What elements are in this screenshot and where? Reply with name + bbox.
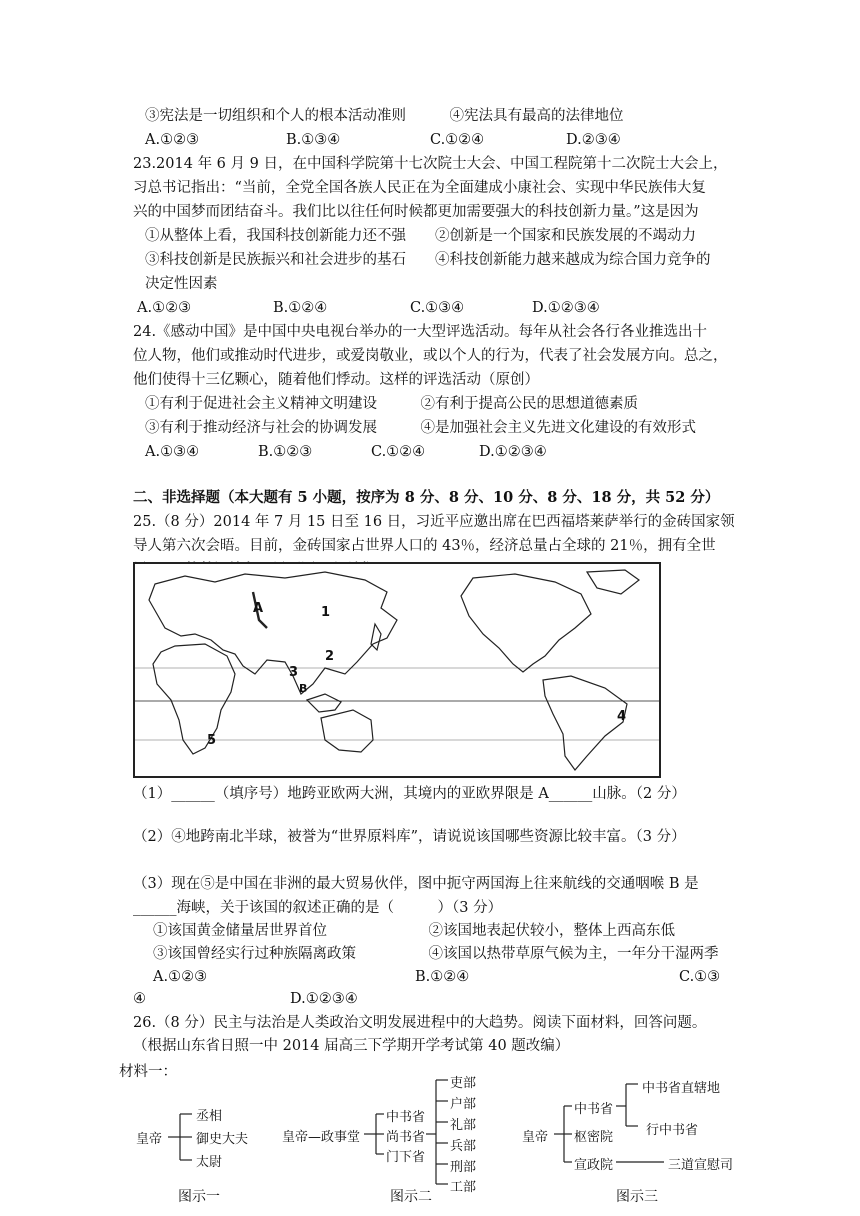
diagram-three-caption: 图示三 <box>616 1189 658 1205</box>
diagram-two-item: 吏部 <box>450 1076 477 1091</box>
q22-option-a: A.①②③ <box>145 132 200 148</box>
map-greenland <box>587 570 639 594</box>
diagram-three-sub: 中书省直辖地 <box>642 1081 721 1096</box>
world-map <box>133 562 661 778</box>
q24-option-a: A.①③④ <box>145 444 200 460</box>
diagram-one-item: 丞相 <box>196 1109 223 1124</box>
diagram-two-item: 礼部 <box>450 1118 477 1133</box>
q25-sub1: （1）______（填序号）地跨亚欧两大洲，其境内的亚欧界限是 A______山脉。（2 分） <box>133 786 686 802</box>
q22-option-b: B.①③④ <box>286 132 341 148</box>
section-heading: 二、非选择题（本大题有 5 小题，按序为 8 分、8 分、10 分、8 分、18 分，共 52 分） <box>133 489 720 506</box>
diagram-three-root: 皇帝 <box>522 1130 549 1145</box>
q25-option-d: D.①②③④ <box>290 991 358 1007</box>
diagram-one-root: 皇帝 <box>136 1132 163 1147</box>
diagram-three-mid: 中书省 <box>574 1102 614 1117</box>
diagram-three-mid: 枢密院 <box>574 1130 614 1145</box>
q23-items-34: ③科技创新是民族振兴和社会进步的基石 ④科技创新能力越来越成为综合国力竞争的 <box>145 252 711 268</box>
q24-option-c: C.①②④ <box>371 444 426 460</box>
diagram-two-item: 户部 <box>450 1097 477 1112</box>
q23-option-a: A.①②③ <box>137 300 192 316</box>
q24-items-12: ①有利于促进社会主义精神文明建设 ②有利于提高公民的思想道德素质 <box>145 396 638 412</box>
q25-sub3-items-12: ①该国黄金储量居世界首位 ②该国地表起伏较小，整体上西高东低 <box>153 923 675 939</box>
q24-line1: 24.《感动中国》是中国中央电视台举办的一大型评选活动。每年从社会各行各业推选出十 <box>133 324 708 340</box>
diagram-two-mid: 中书省 <box>386 1110 426 1125</box>
diagram-two-item: 刑部 <box>450 1160 477 1175</box>
q25-option-c-cont: ④ <box>133 991 146 1007</box>
q23-option-d: D.①②③④ <box>532 300 600 316</box>
diagram-one-item: 御史大夫 <box>196 1132 249 1147</box>
q25-sub2: （2）④地跨南北半球，被誉为“世界原料库”，请说说该国哪些资源比较丰富。（3 分） <box>133 829 686 845</box>
map-label-b: B <box>299 682 308 695</box>
map-label-a: A <box>253 601 264 616</box>
map-label-4: 4 <box>617 709 627 724</box>
q23-items-cont: 决定性因素 <box>145 276 218 292</box>
q23-option-c: C.①③④ <box>410 300 465 316</box>
q26-line2: （根据山东省日照一中 2014 届高三下学期开学考试第 40 题改编） <box>133 1038 570 1054</box>
diagram-two-root: 皇帝—政事堂 <box>282 1130 361 1145</box>
q23-option-b: B.①②④ <box>273 300 328 316</box>
q24-items-34: ③有利于推动经济与社会的协调发展 ④是加强社会主义先进文化建设的有效形式 <box>145 420 696 436</box>
diagram-three-sub: 行中书省 <box>646 1123 699 1138</box>
map-south-america <box>543 676 627 770</box>
map-japan <box>371 624 381 650</box>
q22-items: ③宪法是一切组织和个人的根本活动准则 ④宪法具有最高的法律地位 <box>145 108 624 124</box>
map-eurasia <box>149 572 397 694</box>
q24-option-b: B.①②③ <box>258 444 313 460</box>
q25-line1: 25.（8 分）2014 年 7 月 15 日至 16 日，习近平应邀出席在巴西福塔莱萨举行的金砖国家领 <box>133 514 735 530</box>
q23-line1: 23.2014 年 6 月 9 日，在中国科学院第十七次院士大会、中国工程院第十二次院士大会上， <box>133 156 728 172</box>
q25-line2: 导人第六次会晤。目前，金砖国家占世界人口的 43％，经济总量占全球的 21％，拥有全世 <box>133 538 716 554</box>
world-map-svg <box>135 564 659 776</box>
diagram-one-caption: 图示一 <box>178 1189 220 1205</box>
diagram-three-mid: 宣政院 <box>574 1158 614 1173</box>
map-label-2: 2 <box>325 649 335 664</box>
diagram-two-mid: 尚书省 <box>386 1130 426 1145</box>
diagram-three-sub: 三道宣慰司 <box>668 1158 734 1173</box>
map-islands <box>307 694 341 712</box>
q23-line3: 兴的中国梦而团结奋斗。我们比以往任何时候都更加需要强大的科技创新力量。”这是因为 <box>133 204 699 220</box>
q23-items-12: ①从整体上看，我国科技创新能力还不强 ②创新是一个国家和民族发展的不竭动力 <box>145 228 696 244</box>
q22-option-d: D.②③④ <box>566 132 621 148</box>
q25-sub3-line2: ______海峡，关于该国的叙述正确的是（ ）（3 分） <box>133 900 503 916</box>
map-africa <box>153 644 235 754</box>
q26-line1: 26.（8 分）民主与法治是人类政治文明发展进程中的大趋势。阅读下面材料，回答问题。 <box>133 1015 707 1031</box>
q22-option-c: C.①②④ <box>430 132 485 148</box>
diagram-two-item: 兵部 <box>450 1139 477 1154</box>
diagram-two-caption: 图示二 <box>390 1189 432 1205</box>
q25-option-c: C.①③ <box>679 969 721 985</box>
diagram-two-mid: 门下省 <box>386 1150 426 1165</box>
q24-line3: 他们使得十三亿颗心，随着他们悸动。这样的评选活动（原创） <box>133 372 539 388</box>
q25-option-b: B.①②④ <box>415 969 470 985</box>
map-australia <box>321 710 373 752</box>
q24-line2: 位人物，他们或推动时代进步，或爱岗敬业，或以个人的行为，代表了社会发展方向。总之， <box>133 348 728 364</box>
q24-option-d: D.①②③④ <box>479 444 547 460</box>
map-label-5: 5 <box>207 733 217 748</box>
q25-sub3-line1: （3）现在⑤是中国在非洲的最大贸易伙伴，图中扼守两国海上往来航线的交通咽喉 B 是 <box>133 876 699 892</box>
material-one-label: 材料一： <box>119 1064 177 1080</box>
q25-option-a: A.①②③ <box>153 969 208 985</box>
diagram-two-item: 工部 <box>450 1180 477 1195</box>
map-north-america <box>461 574 591 672</box>
q25-sub3-items-34: ③该国曾经实行过种族隔离政策 ④该国以热带草原气候为主，一年分干湿两季 <box>153 946 719 962</box>
map-label-3: 3 <box>289 665 299 680</box>
diagram-one-item: 太尉 <box>196 1155 223 1170</box>
q23-line2: 习总书记指出：“当前，全党全国各族人民正在为全面建成小康社会、实现中华民族伟大复 <box>133 180 706 196</box>
map-label-1: 1 <box>321 605 331 620</box>
